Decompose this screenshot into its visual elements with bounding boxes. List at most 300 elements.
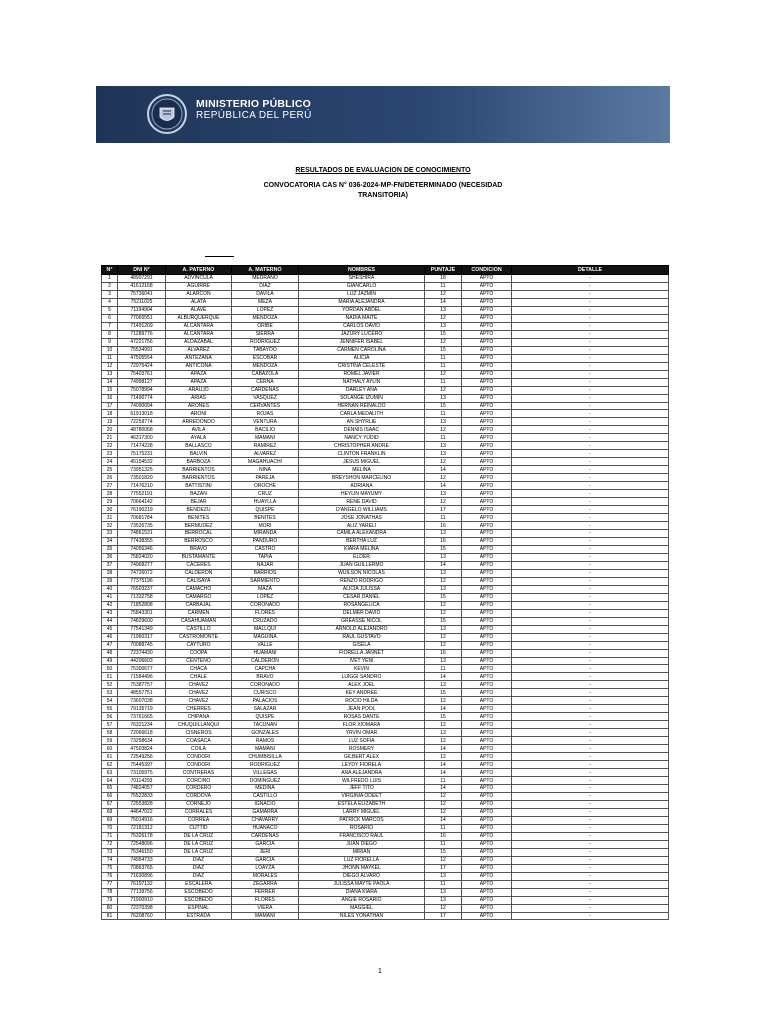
- table-cell: CHERRES: [166, 705, 232, 713]
- table-cell: KEVIN: [299, 665, 425, 673]
- brand-text: [196, 99, 312, 121]
- table-cell: -: [512, 378, 669, 386]
- table-row: [102, 314, 669, 322]
- table-cell: 15: [425, 330, 462, 338]
- table-cell: 12: [425, 856, 462, 864]
- table-cell: 75445397: [118, 761, 166, 769]
- table-cell: APTO: [462, 418, 512, 426]
- table-cell: APTO: [462, 808, 512, 816]
- table-cell: 11: [425, 354, 462, 362]
- table-cell: -: [512, 904, 669, 912]
- table-row: [102, 625, 669, 633]
- table-cell: ALICIA: [299, 354, 425, 362]
- table-cell: DENNIS ISAAC: [299, 426, 425, 434]
- table-row: [102, 474, 669, 482]
- table-cell: MIRIAN: [299, 848, 425, 856]
- table-cell: MAMANI: [232, 745, 299, 753]
- table-row: [102, 585, 669, 593]
- table-cell: 12: [425, 633, 462, 641]
- table-cell: LOPEZ: [232, 593, 299, 601]
- table-cell: APTO: [462, 777, 512, 785]
- table-cell: FRANCISCO RAUL: [299, 832, 425, 840]
- table-cell: 12: [425, 721, 462, 729]
- table-cell: APTO: [462, 275, 512, 283]
- table-row: [102, 808, 669, 816]
- table-cell: MORALES: [232, 872, 299, 880]
- table-cell: ELDER: [299, 553, 425, 561]
- table-cell: -: [512, 386, 669, 394]
- table-cell: BARRIENTOS: [166, 466, 232, 474]
- table-cell: APTO: [462, 585, 512, 593]
- table-row: [102, 490, 669, 498]
- table-cell: CHRISTOPHER ANDRE: [299, 442, 425, 450]
- table-cell: 76197132: [118, 880, 166, 888]
- table-cell: APTO: [462, 514, 512, 522]
- table-cell: -: [512, 466, 669, 474]
- table-cell: -: [512, 665, 669, 673]
- table-row: [102, 466, 669, 474]
- table-cell: 14: [425, 785, 462, 793]
- table-cell: 72181312: [118, 824, 166, 832]
- table-row: [102, 506, 669, 514]
- table-cell: CHAVEZ: [166, 681, 232, 689]
- table-cell: APTO: [462, 553, 512, 561]
- table-cell: -: [512, 282, 669, 290]
- table-cell: APTO: [462, 896, 512, 904]
- table-row: [102, 593, 669, 601]
- table-cell: 30: [102, 506, 118, 514]
- table-cell: CASTRO: [232, 545, 299, 553]
- table-cell: 15: [425, 545, 462, 553]
- table-cell: 77065551: [118, 314, 166, 322]
- table-cell: MARIA ALEJANDRA: [299, 298, 425, 306]
- table-cell: -: [512, 394, 669, 402]
- table-cell: GARCIA: [232, 840, 299, 848]
- table-cell: D'ANGELO WILLIAMS: [299, 506, 425, 514]
- table-cell: 20: [102, 426, 118, 434]
- table-cell: PAREJA: [232, 474, 299, 482]
- table-cell: BARRIENTOS: [166, 474, 232, 482]
- table-cell: 13: [425, 490, 462, 498]
- table-cell: APTO: [462, 785, 512, 793]
- table-cell: 71194904: [118, 306, 166, 314]
- table-cell: 1: [102, 275, 118, 283]
- table-cell: 12: [425, 737, 462, 745]
- table-cell: 16: [425, 649, 462, 657]
- table-cell: JAZURY LUCERO: [299, 330, 425, 338]
- table-cell: 14: [425, 482, 462, 490]
- table-cell: 14: [425, 673, 462, 681]
- table-cell: APTO: [462, 601, 512, 609]
- table-cell: 73105975: [118, 769, 166, 777]
- table-cell: 61913018: [118, 410, 166, 418]
- table-cell: ESTELA ELIZABETH: [299, 800, 425, 808]
- table-cell: JERI: [232, 848, 299, 856]
- table-cell: DIAZ: [166, 856, 232, 864]
- table-cell: JOSE JONATHAS: [299, 514, 425, 522]
- table-cell: JUAN GUILLERMO: [299, 561, 425, 569]
- table-row: [102, 649, 669, 657]
- table-row: [102, 880, 669, 888]
- table-row: [102, 322, 669, 330]
- table-cell: 73761665: [118, 713, 166, 721]
- table-row: [102, 657, 669, 665]
- table-cell: 75843301: [118, 609, 166, 617]
- table-cell: 34: [102, 537, 118, 545]
- table-cell: 75078994: [118, 386, 166, 394]
- table-cell: 31: [102, 514, 118, 522]
- table-cell: 41: [102, 593, 118, 601]
- column-header: DETALLE: [512, 266, 669, 275]
- table-cell: -: [512, 314, 669, 322]
- table-cell: -: [512, 498, 669, 506]
- table-cell: -: [512, 609, 669, 617]
- table-cell: 29: [102, 498, 118, 506]
- table-cell: 14: [425, 816, 462, 824]
- table-cell: GARCIA: [232, 856, 299, 864]
- table-cell: DAVILA: [232, 290, 299, 298]
- table-cell: 14: [425, 745, 462, 753]
- table-cell: ALICIA JULISSA: [299, 585, 425, 593]
- table-cell: -: [512, 713, 669, 721]
- table-cell: JULISSA MAYTE PAOLA: [299, 880, 425, 888]
- table-cell: 73607038: [118, 697, 166, 705]
- table-cell: 72066618: [118, 729, 166, 737]
- table-cell: QUISPE: [232, 506, 299, 514]
- table-cell: -: [512, 641, 669, 649]
- table-cell: 63: [102, 769, 118, 777]
- table-cell: -: [512, 569, 669, 577]
- table-cell: CONDORI: [166, 761, 232, 769]
- table-cell: ROMEL JAVIER: [299, 370, 425, 378]
- table-cell: ALDAZABAL: [166, 338, 232, 346]
- table-cell: -: [512, 737, 669, 745]
- table-cell: ROSMERY: [299, 745, 425, 753]
- table-cell: IVET YENI: [299, 657, 425, 665]
- table-cell: -: [512, 482, 669, 490]
- table-cell: 77: [102, 880, 118, 888]
- table-cell: 66: [102, 792, 118, 800]
- table-row: [102, 888, 669, 896]
- table-cell: ADVINCULA: [166, 275, 232, 283]
- table-cell: 47505554: [118, 354, 166, 362]
- table-cell: DIANA KIARA: [299, 888, 425, 896]
- table-cell: 46317300: [118, 434, 166, 442]
- table-cell: APTO: [462, 625, 512, 633]
- table-cell: SIERRA: [232, 330, 299, 338]
- table-cell: CARDENAS: [232, 832, 299, 840]
- table-cell: CAMILA ALEXANDRA: [299, 530, 425, 538]
- table-cell: 75736041: [118, 290, 166, 298]
- table-cell: CORNEJO: [166, 800, 232, 808]
- table-cell: APTO: [462, 761, 512, 769]
- table-cell: 12: [425, 338, 462, 346]
- table-cell: 78: [102, 888, 118, 896]
- subtitle-line-1: CONVOCATORIA CAS N° 036-2024-MP-FN/DETERMINADO (NECESIDAD: [263, 182, 503, 189]
- table-row: [102, 482, 669, 490]
- table-cell: BACILIO: [232, 426, 299, 434]
- table-cell: MELINA: [299, 466, 425, 474]
- table-cell: APTO: [462, 593, 512, 601]
- document-subtitle: [96, 181, 670, 201]
- table-cell: CORDERO: [166, 785, 232, 793]
- table-cell: MAMANI: [232, 434, 299, 442]
- table-cell: CORCINO: [166, 777, 232, 785]
- table-cell: LUZ FIORELLA: [299, 856, 425, 864]
- table-cell: -: [512, 800, 669, 808]
- table-cell: APTO: [462, 848, 512, 856]
- table-cell: JHONN MAYKEL: [299, 864, 425, 872]
- table-cell: -: [512, 824, 669, 832]
- table-row: [102, 275, 669, 283]
- table-cell: TAPIA: [232, 553, 299, 561]
- table-cell: ALEX JOEL: [299, 681, 425, 689]
- table-cell: -: [512, 410, 669, 418]
- table-cell: 11: [425, 282, 462, 290]
- table-cell: 48557751: [118, 689, 166, 697]
- table-cell: -: [512, 840, 669, 848]
- table-cell: ESCOBEDO: [166, 888, 232, 896]
- table-cell: 12: [425, 792, 462, 800]
- table-cell: CONDORI: [166, 753, 232, 761]
- table-cell: APTO: [462, 290, 512, 298]
- table-cell: DIAZ: [166, 864, 232, 872]
- table-cell: 70: [102, 824, 118, 832]
- table-cell: APTO: [462, 402, 512, 410]
- table-cell: CHAVEZ: [166, 697, 232, 705]
- table-cell: NATHALY AYLIN: [299, 378, 425, 386]
- table-cell: ARONES: [166, 402, 232, 410]
- table-cell: CORDOVA: [166, 792, 232, 800]
- table-cell: 23: [102, 450, 118, 458]
- table-cell: 12: [425, 458, 462, 466]
- table-cell: APTO: [462, 649, 512, 657]
- table-cell: APTO: [462, 370, 512, 378]
- table-cell: -: [512, 697, 669, 705]
- table-cell: AYALA: [166, 434, 232, 442]
- table-cell: APTO: [462, 330, 512, 338]
- table-cell: 39: [102, 577, 118, 585]
- table-cell: APTO: [462, 426, 512, 434]
- table-cell: 12: [425, 474, 462, 482]
- table-row: [102, 792, 669, 800]
- table-cell: CARBAJAL: [166, 601, 232, 609]
- table-cell: -: [512, 633, 669, 641]
- table-cell: -: [512, 808, 669, 816]
- table-cell: MAGUINA: [232, 633, 299, 641]
- table-cell: APTO: [462, 681, 512, 689]
- table-cell: APTO: [462, 322, 512, 330]
- table-row: [102, 426, 669, 434]
- table-cell: -: [512, 880, 669, 888]
- table-cell: -: [512, 458, 669, 466]
- table-cell: 56: [102, 713, 118, 721]
- table-cell: 18: [425, 275, 462, 283]
- header-banner: [96, 86, 670, 143]
- table-cell: 74998127: [118, 378, 166, 386]
- table-cell: RODRIGUEZ: [232, 761, 299, 769]
- table-cell: CORRALES: [166, 808, 232, 816]
- table-cell: 44647022: [118, 808, 166, 816]
- table-cell: ESCALERA: [166, 880, 232, 888]
- table-cell: CHIPANA: [166, 713, 232, 721]
- table-cell: 35: [102, 545, 118, 553]
- table-cell: -: [512, 402, 669, 410]
- table-cell: -: [512, 418, 669, 426]
- table-cell: CARLOS DAVID: [299, 322, 425, 330]
- table-cell: -: [512, 729, 669, 737]
- table-cell: BERMUDEZ: [166, 522, 232, 530]
- table-cell: -: [512, 593, 669, 601]
- table-cell: -: [512, 522, 669, 530]
- table-cell: 36: [102, 553, 118, 561]
- table-cell: -: [512, 474, 669, 482]
- table-cell: 12: [425, 577, 462, 585]
- table-cell: APTO: [462, 561, 512, 569]
- table-row: [102, 912, 669, 920]
- table-cell: OROCHE: [232, 482, 299, 490]
- table-cell: -: [512, 721, 669, 729]
- table-row: [102, 785, 669, 793]
- table-cell: -: [512, 577, 669, 585]
- table-cell: 72548096: [118, 840, 166, 848]
- table-cell: APAZA: [166, 378, 232, 386]
- table-cell: 16: [425, 832, 462, 840]
- table-cell: -: [512, 298, 669, 306]
- table-cell: CUTTID: [166, 824, 232, 832]
- table-cell: DE LA CRUZ: [166, 832, 232, 840]
- table-cell: 12: [425, 808, 462, 816]
- table-cell: 75326178: [118, 832, 166, 840]
- table-row: [102, 402, 669, 410]
- table-cell: 14: [425, 466, 462, 474]
- table-row: [102, 338, 669, 346]
- brand-line-1: MINISTERIO PÚBLICO: [196, 98, 312, 110]
- table-cell: 72: [102, 840, 118, 848]
- column-header: A. MATERNO: [232, 266, 299, 275]
- table-cell: 10: [102, 346, 118, 354]
- table-cell: 74968277: [118, 561, 166, 569]
- table-cell: 12: [425, 609, 462, 617]
- table-cell: 14: [425, 705, 462, 713]
- table-cell: 17: [102, 402, 118, 410]
- table-cell: 44206603: [118, 657, 166, 665]
- table-cell: APTO: [462, 657, 512, 665]
- table-cell: ARNOLD ALEJANDRO: [299, 625, 425, 633]
- table-cell: CAMARGO: [166, 593, 232, 601]
- table-cell: 11: [425, 434, 462, 442]
- table-cell: 48: [102, 649, 118, 657]
- table-cell: GREASSE NICOL: [299, 617, 425, 625]
- table-cell: 75175231: [118, 450, 166, 458]
- column-header: DNI N°: [118, 266, 166, 275]
- page-number: 1: [378, 968, 382, 975]
- table-cell: APTO: [462, 482, 512, 490]
- table-cell: 76503237: [118, 585, 166, 593]
- table-cell: 8: [102, 330, 118, 338]
- table-cell: 71289776: [118, 330, 166, 338]
- table-cell: -: [512, 537, 669, 545]
- table-row: [102, 553, 669, 561]
- table-row: [102, 753, 669, 761]
- table-cell: CRUZADO: [232, 617, 299, 625]
- table-cell: 12: [425, 426, 462, 434]
- table-row: [102, 848, 669, 856]
- table-cell: MENDOZA: [232, 362, 299, 370]
- table-cell: 12: [425, 800, 462, 808]
- table-cell: APTO: [462, 450, 512, 458]
- table-cell: HERNAN REINALDO: [299, 402, 425, 410]
- table-cell: MAZA: [232, 585, 299, 593]
- table-cell: CHALE: [166, 673, 232, 681]
- table-cell: APTO: [462, 298, 512, 306]
- table-cell: 76208760: [118, 912, 166, 920]
- table-cell: APTO: [462, 633, 512, 641]
- table-cell: JUAN DIEGO: [299, 840, 425, 848]
- table-cell: 70863765: [118, 864, 166, 872]
- table-cell: APTO: [462, 498, 512, 506]
- table-cell: ARAUJO: [166, 386, 232, 394]
- table-cell: APTO: [462, 609, 512, 617]
- table-cell: -: [512, 761, 669, 769]
- table-cell: 13: [425, 306, 462, 314]
- table-cell: BERROSCO: [166, 537, 232, 545]
- table-cell: 42: [102, 601, 118, 609]
- table-cell: CASTROMONTE: [166, 633, 232, 641]
- table-cell: 25: [102, 466, 118, 474]
- table-cell: SHESHIRA: [299, 275, 425, 283]
- table-cell: ROSARIO: [299, 824, 425, 832]
- table-cell: 13: [425, 530, 462, 538]
- table-cell: ESCOBEDO: [166, 896, 232, 904]
- table-cell: 74954733: [118, 856, 166, 864]
- table-cell: 73258634: [118, 737, 166, 745]
- table-cell: BERTHA LUZ: [299, 537, 425, 545]
- table-body: [102, 275, 669, 920]
- table-cell: -: [512, 290, 669, 298]
- table-row: [102, 681, 669, 689]
- table-cell: APTO: [462, 641, 512, 649]
- table-cell: DOMINGUEZ: [232, 777, 299, 785]
- table-cell: -: [512, 490, 669, 498]
- table-cell: 72259774: [118, 418, 166, 426]
- table-cell: NINA: [232, 466, 299, 474]
- table-cell: APTO: [462, 665, 512, 673]
- table-row: [102, 306, 669, 314]
- table-cell: RAMIREZ: [232, 442, 299, 450]
- table-cell: 64: [102, 777, 118, 785]
- table-cell: SOLANGE IZUMIN: [299, 394, 425, 402]
- table-cell: 73951325: [118, 466, 166, 474]
- table-cell: 11: [102, 354, 118, 362]
- table-cell: -: [512, 545, 669, 553]
- table-cell: 43: [102, 609, 118, 617]
- table-cell: -: [512, 426, 669, 434]
- table-cell: NADIA MAITE: [299, 314, 425, 322]
- table-cell: 45154532: [118, 458, 166, 466]
- table-cell: LUZ JAZMIN: [299, 290, 425, 298]
- table-cell: CLINTON FRANKLIN: [299, 450, 425, 458]
- table-cell: -: [512, 681, 669, 689]
- table-cell: FIORELLA JANNET: [299, 649, 425, 657]
- table-cell: 15: [102, 386, 118, 394]
- table-cell: ANTICONA: [166, 362, 232, 370]
- table-cell: 21: [102, 434, 118, 442]
- table-cell: CAPCHA: [232, 665, 299, 673]
- table-cell: 11: [425, 824, 462, 832]
- table-cell: 18: [102, 410, 118, 418]
- table-cell: CHAVEZ: [166, 689, 232, 697]
